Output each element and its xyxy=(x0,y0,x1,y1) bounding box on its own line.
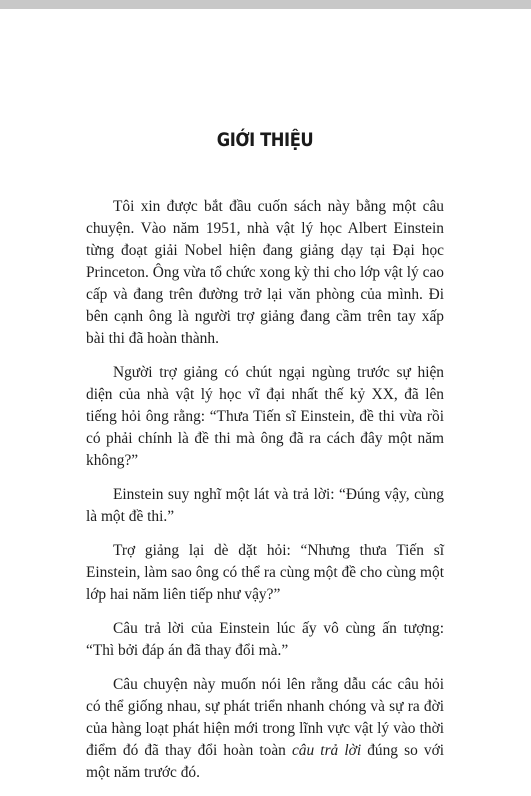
paragraph-6-text-before: Câu chuyện này muốn nói lên rằng dẫu các câu hỏi có thể giống nhau, sự phát triển nhanh chóng và sự ra đời của hàng loạt phát hiện mới trong lĩnh vực vật lý vào thời điểm đó đã thay đổi hoàn toàn xyxy=(86,676,444,759)
paragraph-4: Trợ giảng lại dè dặt hỏi: “Nhưng thưa Tiến sĩ Einstein, làm sao ông có thể ra cùng một đề cho cùng một lớp hai năm liên tiếp như vậy?” xyxy=(86,542,444,603)
book-page xyxy=(86,125,444,796)
paragraph-5: Câu trả lời của Einstein lúc ấy vô cùng ấn tượng: “Thì bởi đáp án đã thay đổi mà.” xyxy=(86,620,444,659)
top-edge-bar xyxy=(0,0,531,9)
paragraph-6 xyxy=(86,674,444,784)
paragraph-6-text-after: đúng so với một năm trước đó. xyxy=(86,742,444,781)
chapter-title: GIỚI THIỆU xyxy=(216,129,314,151)
paragraph-2: Người trợ giảng có chút ngại ngùng trước sự hiện diện của nhà vật lý học vĩ đại nhất thế kỷ XX, đã lên tiếng hỏi ông rằng: “Thưa Tiến sĩ Einstein, đề thi vừa rồi có phải chính là đề thi mà ông đã ra cách đây một năm không?” xyxy=(86,364,444,469)
paragraph-1: Tôi xin được bắt đầu cuốn sách này bằng một câu chuyện. Vào năm 1951, nhà vật lý học Albert Einstein từng đoạt giải Nobel hiện đang giảng dạy tại Đại học Princeton. Ông vừa tổ chức xong kỳ thi cho lớp vật lý cao cấp và đang trên đường trở lại văn phòng của mình. Đi bên cạnh ông là người trợ giảng đang cầm trên tay xấp bài thi đã hoàn thành. xyxy=(86,198,444,347)
paragraph-6-emphasis: câu trả lời xyxy=(291,742,362,759)
paragraph-3: Einstein suy nghĩ một lát và trả lời: “Đúng vậy, cùng là một đề thi.” xyxy=(86,486,444,525)
